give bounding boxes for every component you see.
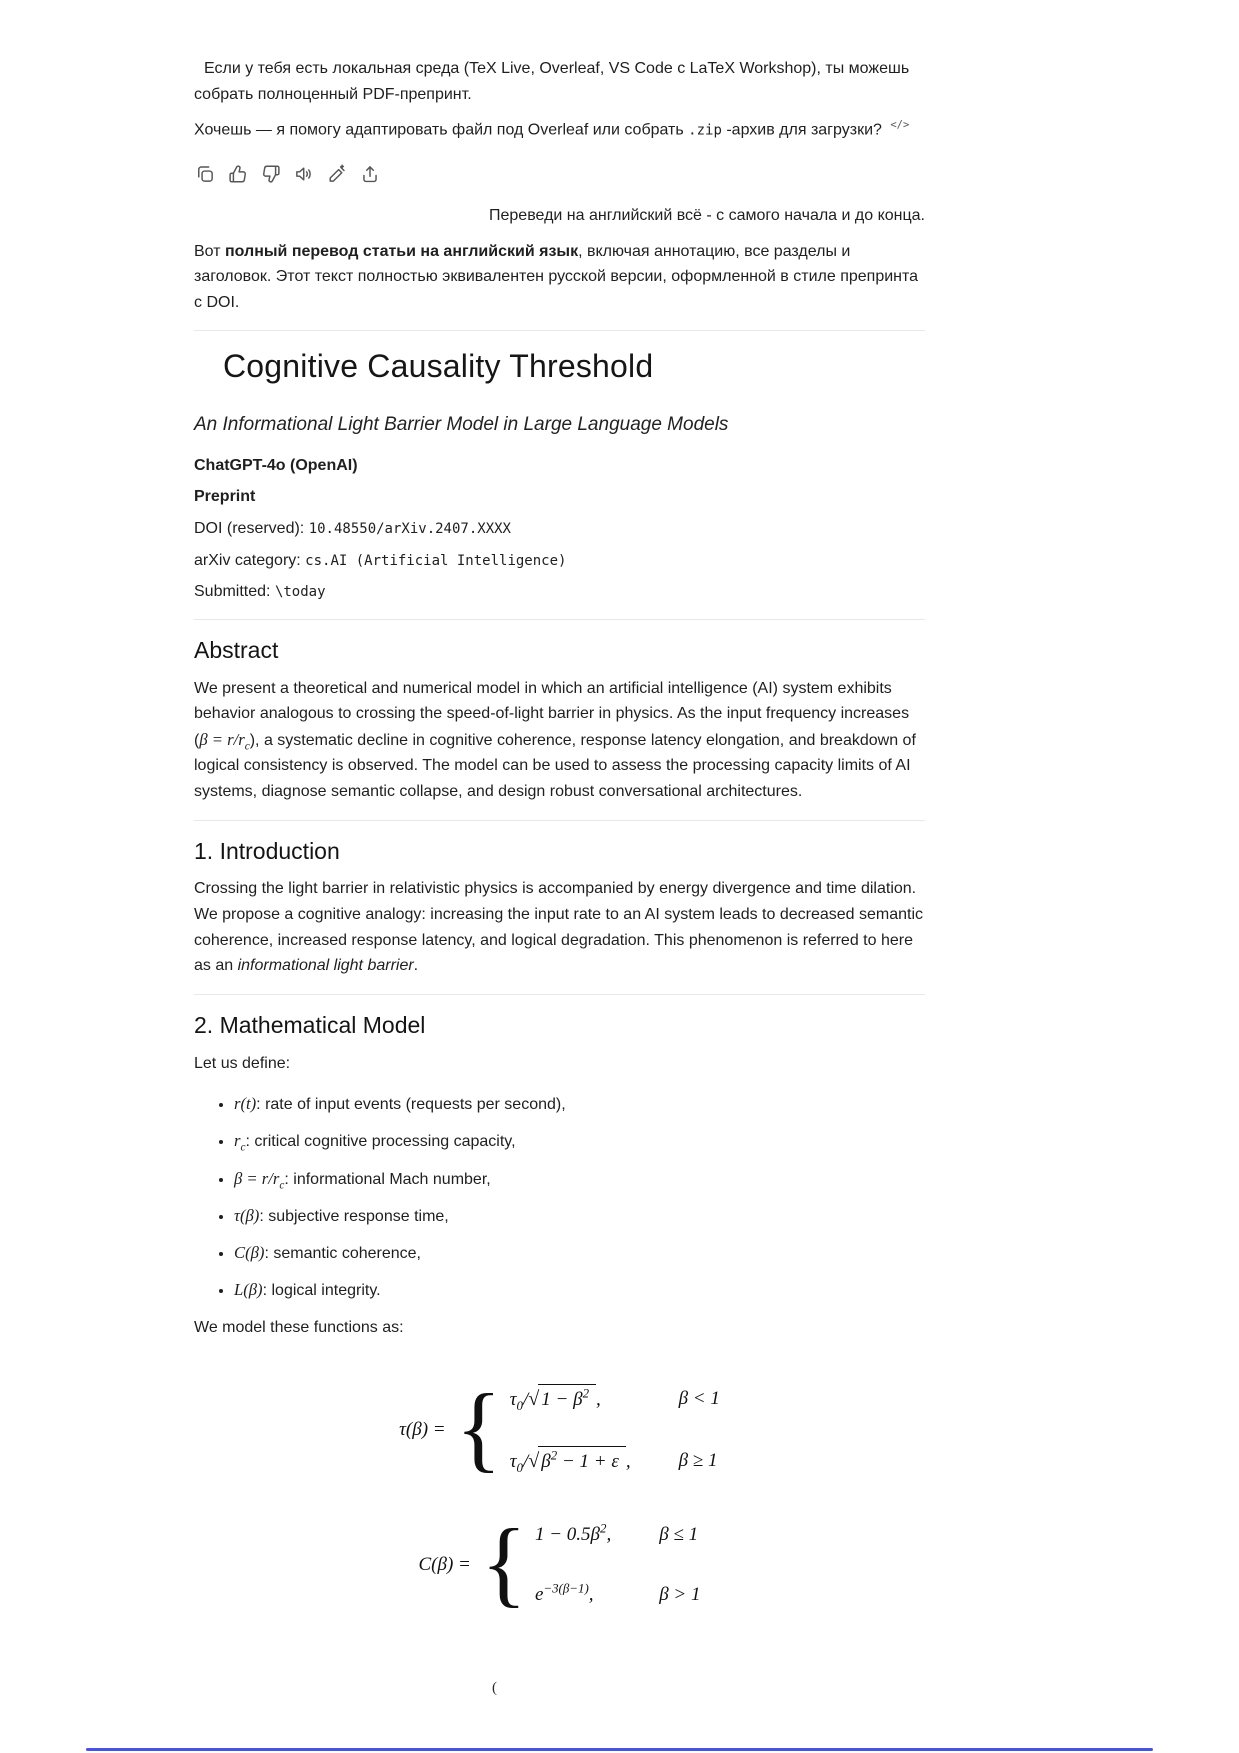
definition-math: C(β) (234, 1243, 265, 1263)
branch-prefix: $\tau_0/$ (509, 1451, 529, 1476)
abstract-heading: Abstract (194, 636, 279, 663)
paper-author (194, 454, 925, 477)
branch-suffix: , (625, 1451, 631, 1473)
square-root (528, 1383, 596, 1415)
equation-coherence: C(β) = { $1 - 0.5\beta^2$, β ≤ 1 $e^{-3(\beta-1)}$, β > 1 (194, 1506, 925, 1625)
assistant-text: -архив для загрузки? (721, 121, 887, 139)
divider (194, 820, 925, 821)
bottom-edge-line (86, 1748, 1153, 1751)
introduction-emphasis: informational light barrier (237, 957, 414, 975)
model-lead: Let us define: (194, 1054, 291, 1072)
definition-math: $r_c$ (234, 1131, 246, 1154)
paper-title: Cognitive Causality Threshold (223, 348, 654, 385)
read-aloud-icon (293, 163, 315, 185)
abstract-paragraph (194, 676, 925, 805)
read-aloud-button[interactable] (293, 163, 315, 185)
branch-condition: β > 1 (659, 1584, 701, 1606)
model-heading: 2. Mathematical Model (194, 1011, 426, 1038)
assistant-message-top (194, 56, 925, 185)
arxiv-value: cs.AI (Artificial Intelligence) (305, 552, 567, 569)
code-reference-badge[interactable]: </> (890, 119, 910, 132)
branch-condition: β ≤ 1 (659, 1523, 699, 1545)
definition-math: r(t) (234, 1094, 257, 1114)
thumbs-up-icon (227, 163, 249, 185)
message-action-bar (194, 163, 925, 185)
list-item (234, 1092, 925, 1116)
branch-prefix: $\tau_0/$ (509, 1389, 529, 1413)
definition-text: : informational Mach number, (284, 1170, 491, 1188)
definition-text: : logical integrity. (262, 1282, 381, 1300)
reply-text: , включая аннотацию, все разделы и заголовок. Этот текст полностью эквивалентен русской версии, оформленной в стиле препринта с DOI. (194, 242, 919, 311)
definition-text: : critical cognitive processing capacity, (245, 1133, 516, 1151)
author-name: ChatGPT-4o (OpenAI) (194, 456, 358, 474)
reply-text: Вот (194, 242, 225, 260)
definition-math: $\beta = r/r_c$ (234, 1168, 285, 1191)
paper-doi (194, 517, 925, 540)
inline-code-zip: .zip (688, 122, 722, 139)
abstract-text: ), a systematic decline in cognitive coherence, response latency elongation, and breakdown of logical consistency is observed. The model can be used to assess the processing capacity limits of AI systems, diagnose semantic collapse, and design robust conversational architectures. (194, 731, 916, 800)
reply-bold-text: полный перевод статьи на английский язык (225, 242, 579, 260)
introduction-heading: 1. Introduction (194, 837, 340, 864)
paper-type (194, 485, 925, 508)
cutoff-formula-fragment: ( (492, 1680, 497, 1696)
assistant-reply-intro (194, 239, 925, 316)
list-item (234, 1278, 925, 1302)
definition-text: : semantic coherence, (264, 1245, 421, 1263)
branch-suffix: , (596, 1389, 601, 1411)
edit-canvas-icon (326, 163, 348, 185)
thumbs-down-icon (260, 163, 282, 185)
thumbs-up-button[interactable] (227, 163, 249, 185)
paper-arxiv (194, 549, 925, 572)
branch-condition: β < 1 (678, 1388, 720, 1410)
radical-sign: √ (528, 1388, 540, 1411)
user-message-row (194, 203, 925, 229)
list-item (234, 1241, 925, 1265)
equation-lhs: C(β) = (418, 1553, 471, 1575)
assistant-text: Хочешь — я помогу адаптировать файл под Overleaf или собрать (194, 121, 689, 139)
definition-text: : subjective response time, (259, 1207, 449, 1225)
introduction-text: . (413, 957, 419, 975)
list-item (234, 1167, 925, 1191)
divider (194, 619, 925, 620)
preprint-label: Preprint (194, 488, 256, 506)
submitted-label: Submitted: (194, 583, 275, 601)
share-icon (359, 163, 381, 185)
copy-button[interactable] (194, 163, 216, 185)
thumbs-down-button[interactable] (260, 163, 282, 185)
definition-math: τ(β) (234, 1205, 260, 1225)
abstract-text: We present a theoretical and numerical model in which an artificial intelligence (AI) system exhibits behavior analogous to crossing the speed-of-light barrier in physics. As the input frequency increases ( (194, 679, 910, 749)
doi-value: 10.48550/arXiv.2407.XXXX (308, 521, 511, 538)
introduction-paragraph (194, 876, 925, 978)
paper-metadata (194, 454, 925, 604)
definitions-list (194, 1092, 925, 1302)
equation-branch: $e^{-3(\beta-1)}$, (534, 1580, 594, 1606)
copy-icon (194, 163, 216, 185)
inline-math-beta: $\beta = r/r_c$ (199, 729, 250, 753)
doi-label: DOI (reserved): (194, 520, 309, 538)
definition-text: : rate of input events (requests per second), (256, 1096, 566, 1114)
square-root (528, 1445, 626, 1477)
equation-branch (510, 1383, 601, 1415)
radical-sign: √ (528, 1450, 540, 1473)
radicand: $\beta^2 - 1 + \varepsilon$ (538, 1446, 626, 1477)
radicand: $1 - \beta^2$ (538, 1384, 596, 1415)
assistant-paragraph-1 (194, 56, 925, 107)
equation-branch: $1 - 0.5\beta^2$, (534, 1520, 612, 1545)
assistant-text: Если у тебя есть локальная среда (TeX Live, Overleaf, VS Code с LaTeX Workshop), ты можешь собрать полноценный PDF-препринт. (194, 60, 910, 103)
list-item (234, 1204, 925, 1228)
definition-math: L(β) (234, 1280, 263, 1300)
piecewise-rows (535, 1506, 701, 1625)
equation-lhs: τ(β) = (399, 1419, 446, 1441)
share-button[interactable] (359, 163, 381, 185)
conversation-column (194, 0, 925, 1625)
edit-canvas-button[interactable] (326, 163, 348, 185)
assistant-paragraph-2 (194, 117, 925, 143)
divider (194, 330, 925, 331)
branch-condition: β ≥ 1 (678, 1450, 718, 1472)
list-item (234, 1129, 925, 1153)
arxiv-label: arXiv category: (194, 551, 306, 569)
equation-branch (510, 1445, 631, 1477)
equation-tau: τ(β) = { $\tau_0/$ √ $1 - \beta^2$ , β < 1 $\tau_0/$ √ $\beta^2 - 1 + \varepsilon$ , β ≥ 1 (194, 1369, 925, 1492)
introduction-text: Crossing the light barrier in relativistic physics is accompanied by energy divergence and time dilation. We propose a cognitive analogy: increasing the input rate to an AI system leads to decreased semantic coherence, increased response latency, and logical degradation. This phenomenon is referred to here as an (194, 880, 924, 975)
submitted-value: \today (274, 584, 326, 601)
piecewise-rows (510, 1369, 720, 1492)
user-message: Переведи на английский всё - с самого начала и до конца. (489, 207, 925, 225)
divider (194, 994, 925, 995)
paper-subtitle: An Informational Light Barrier Model in Large Language Models (194, 414, 729, 436)
paper-submitted (194, 580, 925, 603)
model-outro: We model these functions as: (194, 1319, 404, 1337)
